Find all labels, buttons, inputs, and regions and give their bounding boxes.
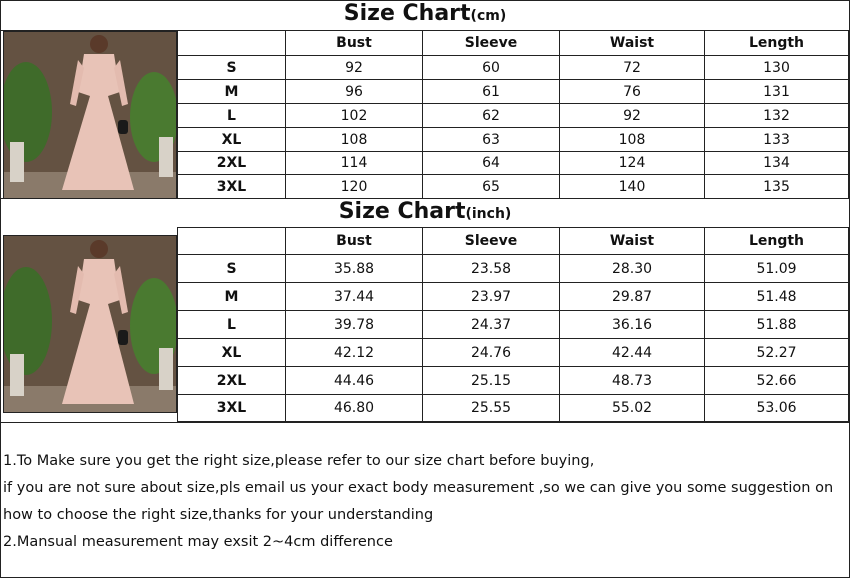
- table-row: [178, 175, 849, 199]
- sleeve-cell: 24.37: [423, 311, 560, 339]
- length-cell: 51.88: [705, 311, 849, 339]
- length-cell: 53.06: [705, 395, 849, 422]
- sleeve-cell: 63: [423, 128, 560, 152]
- sleeve-cell: 62: [423, 104, 560, 128]
- waist-cell: 140: [560, 175, 705, 199]
- waist-cell: 108: [560, 128, 705, 152]
- bust-cell: 114: [286, 152, 423, 175]
- bust-cell: 42.12: [286, 339, 423, 367]
- size-table-inch: [177, 227, 849, 422]
- bust-cell: 37.44: [286, 283, 423, 311]
- size-label: XL: [178, 339, 286, 367]
- waist-cell: 92: [560, 104, 705, 128]
- waist-cell: 36.16: [560, 311, 705, 339]
- length-cell: 132: [705, 104, 849, 128]
- header-cell: Length: [705, 228, 849, 255]
- size-label: XL: [178, 128, 286, 152]
- model-photo-cm: [3, 31, 177, 199]
- header-cell: Sleeve: [423, 31, 560, 56]
- length-cell: 51.09: [705, 255, 849, 283]
- unit-label: (inch): [465, 206, 512, 222]
- note-line: 2.Mansual measurement may exsit 2~4cm difference: [3, 534, 393, 550]
- length-cell: 135: [705, 175, 849, 199]
- unit-label: (cm): [470, 8, 507, 24]
- note-line: how to choose the right size,thanks for your understanding: [3, 507, 434, 523]
- bust-cell: 120: [286, 175, 423, 199]
- table-row: [178, 311, 849, 339]
- table-row: [178, 339, 849, 367]
- waist-cell: 48.73: [560, 367, 705, 395]
- waist-cell: 55.02: [560, 395, 705, 422]
- sleeve-cell: 60: [423, 56, 560, 80]
- model-photo-inch: [3, 235, 177, 413]
- sleeve-cell: 64: [423, 152, 560, 175]
- table-row: [178, 283, 849, 311]
- header-cell: [178, 31, 286, 56]
- waist-cell: 29.87: [560, 283, 705, 311]
- header-row: [178, 228, 849, 255]
- title-text: Size Chart: [338, 199, 466, 224]
- header-cell: Bust: [286, 228, 423, 255]
- sleeve-cell: 25.55: [423, 395, 560, 422]
- bust-cell: 35.88: [286, 255, 423, 283]
- dress-model-image: [4, 32, 176, 198]
- length-cell: 133: [705, 128, 849, 152]
- dress-model-image: [4, 236, 176, 412]
- waist-cell: 124: [560, 152, 705, 175]
- sleeve-cell: 61: [423, 80, 560, 104]
- size-label: M: [178, 283, 286, 311]
- divider: [0, 422, 850, 423]
- length-cell: 131: [705, 80, 849, 104]
- table-row: [178, 56, 849, 80]
- header-cell: Waist: [560, 31, 705, 56]
- size-label: L: [178, 104, 286, 128]
- header-cell: Length: [705, 31, 849, 56]
- table-row: [178, 104, 849, 128]
- size-label: S: [178, 56, 286, 80]
- table-row: [178, 128, 849, 152]
- sleeve-cell: 23.58: [423, 255, 560, 283]
- bust-cell: 92: [286, 56, 423, 80]
- sleeve-cell: 25.15: [423, 367, 560, 395]
- header-row: [178, 31, 849, 56]
- size-label: 2XL: [178, 152, 286, 175]
- header-cell: [178, 228, 286, 255]
- size-label: 3XL: [178, 395, 286, 422]
- waist-cell: 76: [560, 80, 705, 104]
- table-row: [178, 80, 849, 104]
- bust-cell: 44.46: [286, 367, 423, 395]
- waist-cell: 42.44: [560, 339, 705, 367]
- table-row: [178, 255, 849, 283]
- table-row: [178, 367, 849, 395]
- length-cell: 134: [705, 152, 849, 175]
- sleeve-cell: 23.97: [423, 283, 560, 311]
- note-line: if you are not sure about size,pls email us your exact body measurement ,so we can give you some suggestion on: [3, 480, 834, 496]
- header-cell: Sleeve: [423, 228, 560, 255]
- bust-cell: 46.80: [286, 395, 423, 422]
- sleeve-cell: 65: [423, 175, 560, 199]
- header-cell: Waist: [560, 228, 705, 255]
- note-line: 1.To Make sure you get the right size,please refer to our size chart before buying,: [3, 453, 595, 469]
- waist-cell: 28.30: [560, 255, 705, 283]
- header-cell: Bust: [286, 31, 423, 56]
- length-cell: 130: [705, 56, 849, 80]
- size-label: L: [178, 311, 286, 339]
- length-cell: 52.27: [705, 339, 849, 367]
- title-text: Size Chart: [343, 1, 471, 26]
- size-label: 2XL: [178, 367, 286, 395]
- bust-cell: 96: [286, 80, 423, 104]
- size-chart-inch-title: [0, 199, 850, 224]
- bust-cell: 39.78: [286, 311, 423, 339]
- size-label: 3XL: [178, 175, 286, 199]
- bust-cell: 102: [286, 104, 423, 128]
- table-row: [178, 152, 849, 175]
- size-label: S: [178, 255, 286, 283]
- sleeve-cell: 24.76: [423, 339, 560, 367]
- size-label: M: [178, 80, 286, 104]
- length-cell: 52.66: [705, 367, 849, 395]
- size-table-cm: [177, 30, 849, 199]
- bust-cell: 108: [286, 128, 423, 152]
- waist-cell: 72: [560, 56, 705, 80]
- table-row: [178, 395, 849, 422]
- length-cell: 51.48: [705, 283, 849, 311]
- size-chart-cm-title: [0, 1, 850, 26]
- notes-section: [3, 448, 843, 556]
